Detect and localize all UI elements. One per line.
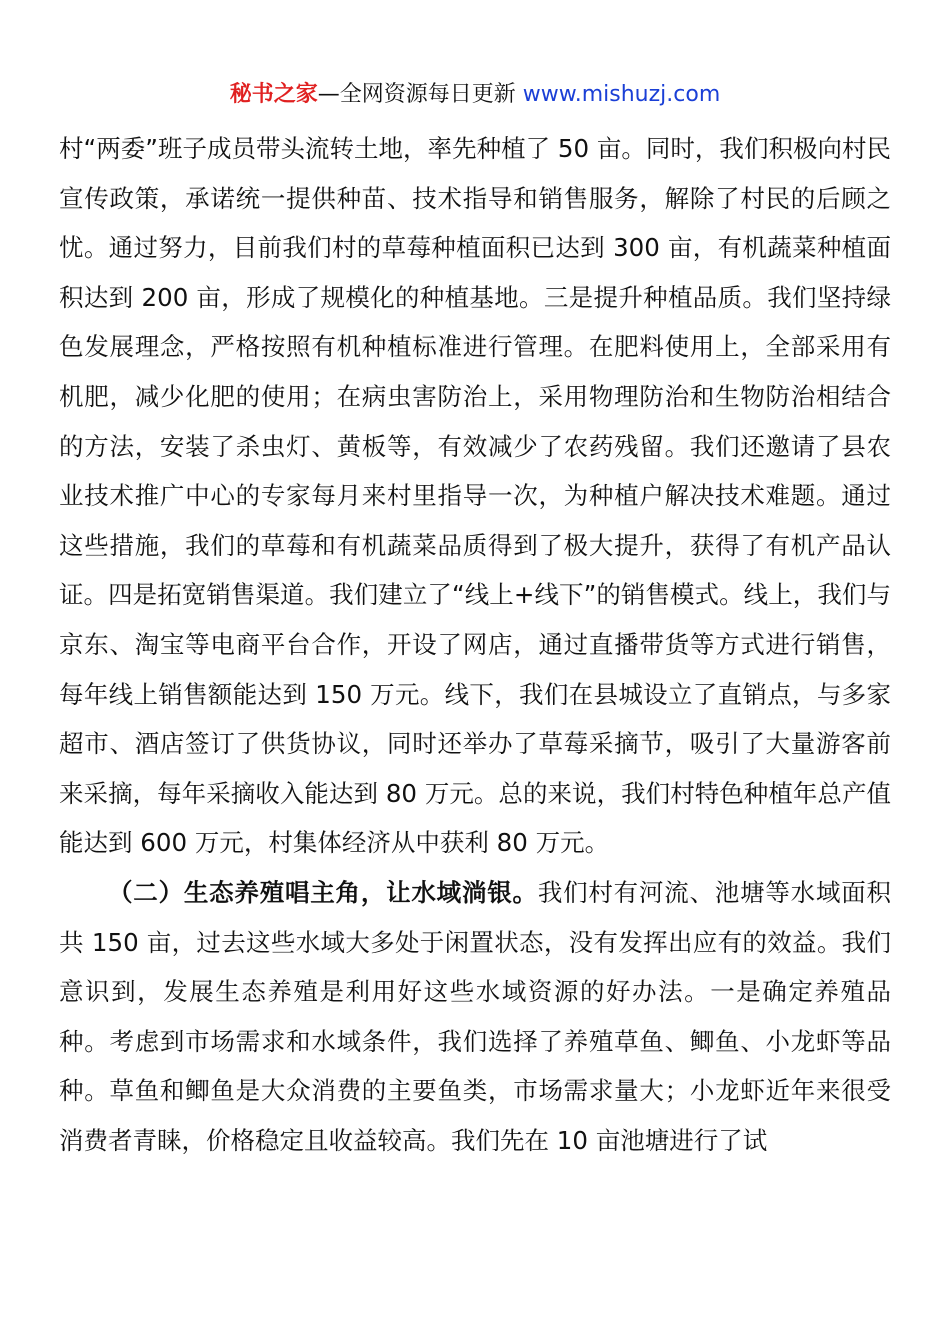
- paragraph-1: 村“两委”班子成员带头流转土地，率先种植了 50 亩。同时，我们积极向村民宣传政策，承诺统一提供种苗、技术指导和销售服务，解除了村民的后顾之忧。通过努力，目前我们村的草莓种植面积已达到 300 亩，有机蔬菜种植面积达到 200 亩，形成了规模化的种植基地。三是提升种植品质。我们坚持绿色发展理念，严格按照有机种植标准进行管理。在肥料使用上，全部采用有机肥，减少化肥的使用；在病虫害防治上，采用物理防治和生物防治相结合的方法，安装了杀虫灯、黄板等，有效减少了农药残留。我们还邀请了县农业技术推广中心的专家每月来村里指导一次，为种植户解决技术难题。通过这些措施，我们的草莓和有机蔬菜品质得到了极大提升，获得了有机产品认证。四是拓宽销售渠道。我们建立了“线上+线下”的销售模式。线上，我们与京东、淘宝等电商平台合作，开设了网店，通过直播带货等方式进行销售，每年线上销售额能达到 150 万元。线下，我们在县城设立了直销点，与多家超市、酒店签订了供货协议，同时还举办了草莓采摘节，吸引了大量游客前来采摘，每年采摘收入能达到 80 万元。总的来说，我们村特色种植年总产值能达到 600 万元，村集体经济从中获利 80 万元。: [59, 134, 891, 858]
- header-site-link[interactable]: www.mishuzj.com: [522, 82, 721, 107]
- paragraph-2: [59, 868, 891, 1166]
- header-tagline: —全网资源每日更新: [317, 82, 523, 107]
- page-header: [0, 80, 950, 110]
- header-brand: 秘书之家: [229, 82, 318, 107]
- section-heading: （二）生态养殖唱主角，让水域淌银。: [108, 877, 538, 907]
- document-body: [59, 124, 891, 1165]
- paragraph-2-body: 我们村有河流、池塘等水域面积共 150 亩，过去这些水域大多处于闲置状态，没有发挥出应有的效益。我们意识到，发展生态养殖是利用好这些水域资源的好办法。一是确定养殖品种。考虑到市场需求和水域条件，我们选择了养殖草鱼、鲫鱼、小龙虾等品种。草鱼和鲫鱼是大众消费的主要鱼类，市场需求量大；小龙虾近年来很受消费者青睐，价格稳定且收益较高。我们先在 10 亩池塘进行了试: [59, 877, 892, 1155]
